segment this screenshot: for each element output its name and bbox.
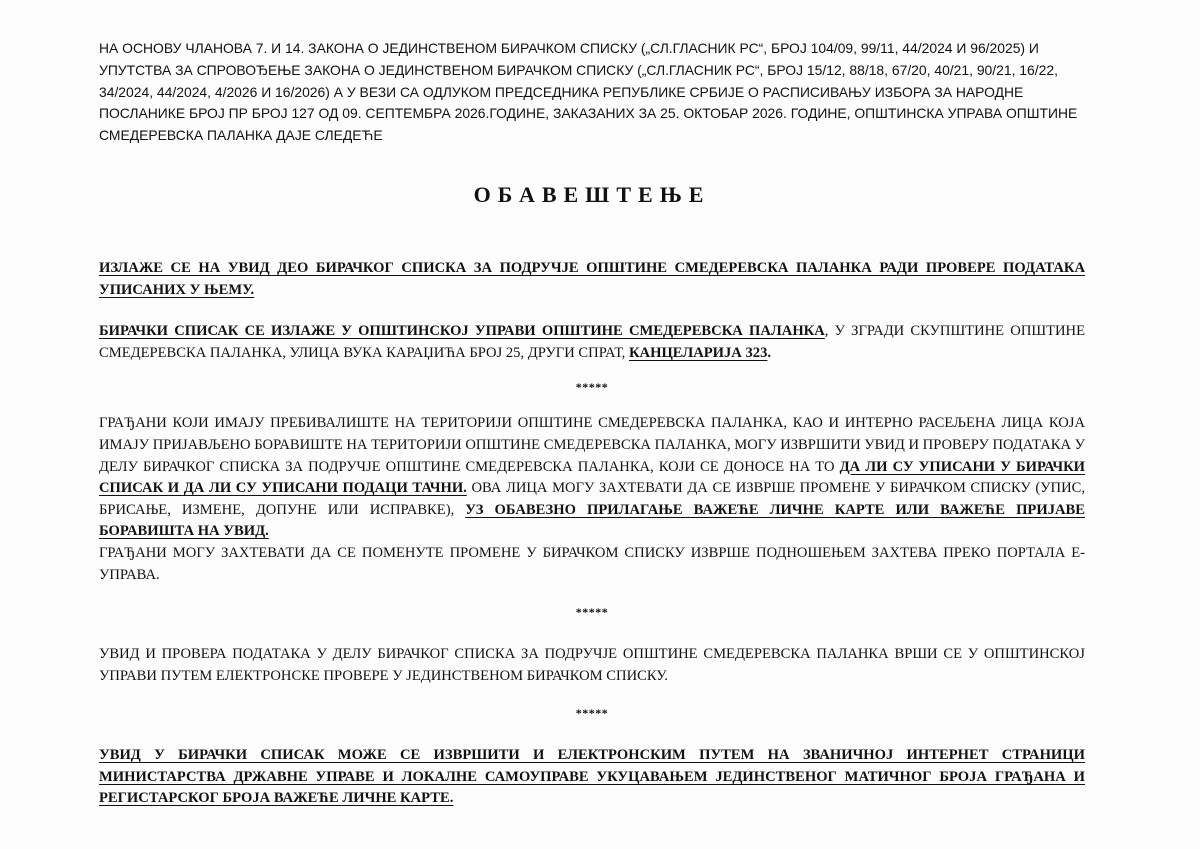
separator: ***** bbox=[575, 605, 609, 620]
location-emphasis: БИРАЧКИ СПИСАК СЕ ИЗЛАЖЕ У ОПШТИНСКОЈ УПРАВИ ОПШТИНЕ СМЕДЕРЕВСКА ПАЛАНКА bbox=[99, 323, 825, 340]
document-body bbox=[99, 38, 1085, 810]
online-check-paragraph: УВИД У БИРАЧКИ СПИСАК МОЖЕ СЕ ИЗВРШИТИ И ЕЛЕКТРОНСКИМ ПУТЕМ НА ЗВАНИЧНОЈ ИНТЕРНЕТ СТРАНИЦИ МИНИСТАРСТВА ДРЖАВНЕ УПРАВЕ И ЛОКАЛНЕ САМОУПРАВЕ УКУЦАВАЊЕМ ЈЕДИНСТВЕНОГ МАТИЧНОГ БРОЈА ГРАЂАНА И РЕГИСТАРСКОГ БРОЈА ВАЖЕЋЕ ЛИЧНЕ КАРТЕ. bbox=[99, 747, 1085, 807]
document-title: ОБАВЕШТЕЊЕ bbox=[473, 181, 711, 207]
separator: ***** bbox=[575, 380, 609, 395]
portal-paragraph: ГРАЂАНИ МОГУ ЗАХТЕВАТИ ДА СЕ ПОМЕНУТЕ ПРОМЕНЕ У БИРАЧКОМ СПИСКУ ИЗВРШЕ ПОДНОШЕЊЕМ ЗАХТЕВА ПРЕКО ПОРТАЛА Е-УПРАВА. bbox=[99, 544, 1085, 583]
office-number: КАНЦЕЛАРИЈА 323 bbox=[628, 344, 768, 361]
citizens-paragraph bbox=[99, 413, 1085, 543]
citizens-text-2: ОВА ЛИЦА МОГУ ЗАХТЕВАТИ ДА СЕ ИЗВРШЕ ПРОМЕНЕ У БИРАЧКОМ СПИСКУ (УПИС, БРИСАЊЕ, ИЗМЕНЕ, ДОПУНЕ ИЛИ ИСПРАВКЕ), bbox=[99, 480, 1086, 518]
citizens-emphasis-1: ДА ЛИ СУ УПИСАНИ У БИРАЧКИ СПИСАК И ДА ЛИ СУ УПИСАНИ ПОДАЦИ ТАЧНИ. bbox=[99, 458, 1086, 497]
citizens-emphasis-2: УЗ ОБАВЕЗНО ПРИЛАГАЊЕ ВАЖЕЋЕ ЛИЧНЕ КАРТЕ ИЛИ ВАЖЕЋЕ ПРИЈАВЕ БОРАВИШТА НА УВИД. bbox=[99, 501, 1085, 540]
separator: ***** bbox=[575, 706, 609, 721]
legal-basis-paragraph: НА ОСНОВУ ЧЛАНОВА 7. И 14. ЗАКОНА О ЈЕДИНСТВЕНОМ БИРАЧКОМ СПИСКУ („СЛ.ГЛАСНИК РС“, БРОЈ 104/09, 99/11, 44/2024 И 96/2025) И УПУТСТВА ЗА СПРОВОЂЕЊЕ ЗАКОНА О ЈЕДИНСТВЕНОМ БИРАЧКОМ СПИСКУ („СЛ.ГЛАСНИК РС“, БРОЈ 15/12, 88/18, 67/20, 40/21, 90/21, 16/22, 34/2024, 44/2024, 4/2026 И 16/2026) А У ВЕЗИ СА ОДЛУКОМ ПРЕДСЕДНИКА РЕПУБЛИКЕ СРБИЈЕ О РАСПИСИВАЊУ ИЗБОРА ЗА НАРОДНЕ ПОСЛАНИКЕ БРОЈ ПР БРОЈ 127 ОД 09. СЕПТЕМБРА 2026.ГОДИНЕ, ЗАКАЗАНИХ ЗА 25. ОКТОБАР 2026. ГОДИНЕ, ОПШТИНСКА УПРАВА ОПШТИНЕ СМЕДЕРЕВСКА ПАЛАНКА ДАЈЕ СЛЕДЕЋЕ bbox=[99, 40, 1078, 144]
location-end: . bbox=[767, 344, 772, 361]
location-paragraph bbox=[99, 321, 1085, 364]
viewing-notice-paragraph: ИЗЛАЖЕ СЕ НА УВИД ДЕО БИРАЧКОГ СПИСКА ЗА ПОДРУЧЈЕ ОПШТИНЕ СМЕДЕРЕВСКА ПАЛАНКА РАДИ ПРОВЕРЕ ПОДАТАКА УПИСАНИХ У ЊЕМУ. bbox=[99, 259, 1085, 298]
citizens-text-1: ГРАЂАНИ КОЈИ ИМАЈУ ПРЕБИВАЛИШТЕ НА ТЕРИТОРИЈИ ОПШТИНЕ СМЕДЕРЕВСКА ПАЛАНКА, КАО И ИНТЕРНО РАСЕЉЕНА ЛИЦА КОЈА ИМАЈУ ПРИЈАВЉЕНО БОРАВИШТЕ НА ТЕРИТОРИЈИ ОПШТИНЕ СМЕДЕРЕВСКА ПАЛАНКА, МОГУ ИЗВРШИТИ УВИД И ПРОВЕРУ ПОДАТАКА У ДЕЛУ БИРАЧКОГ СПИСКА ЗА ПОДРУЧЈЕ ОПШТИНЕ СМЕДЕРЕВСКА ПАЛАНКА, КОЈИ СЕ ДОНОСЕ НА ТО bbox=[99, 415, 1085, 475]
location-text: , У ЗГРАДИ СКУПШТИНЕ ОПШТИНЕ СМЕДЕРЕВСКА ПАЛАНКА, УЛИЦА ВУКА КАРАЏИЋА БРОЈ 25, ДРУГИ СПРАТ, bbox=[99, 323, 1085, 361]
electronic-check-paragraph: УВИД И ПРОВЕРА ПОДАТАКА У ДЕЛУ БИРАЧКОГ СПИСКА ЗА ПОДРУЧЈЕ ОПШТИНЕ СМЕДЕРЕВСКА ПАЛАНКА ВРШИ СЕ У ОПШТИНСКОЈ УПРАВИ ПУТЕМ ЕЛЕКТРОНСКЕ ПРОВЕРЕ У ЈЕДИНСТВЕНОМ БИРАЧКОМ СПИСКУ. bbox=[99, 646, 1085, 684]
